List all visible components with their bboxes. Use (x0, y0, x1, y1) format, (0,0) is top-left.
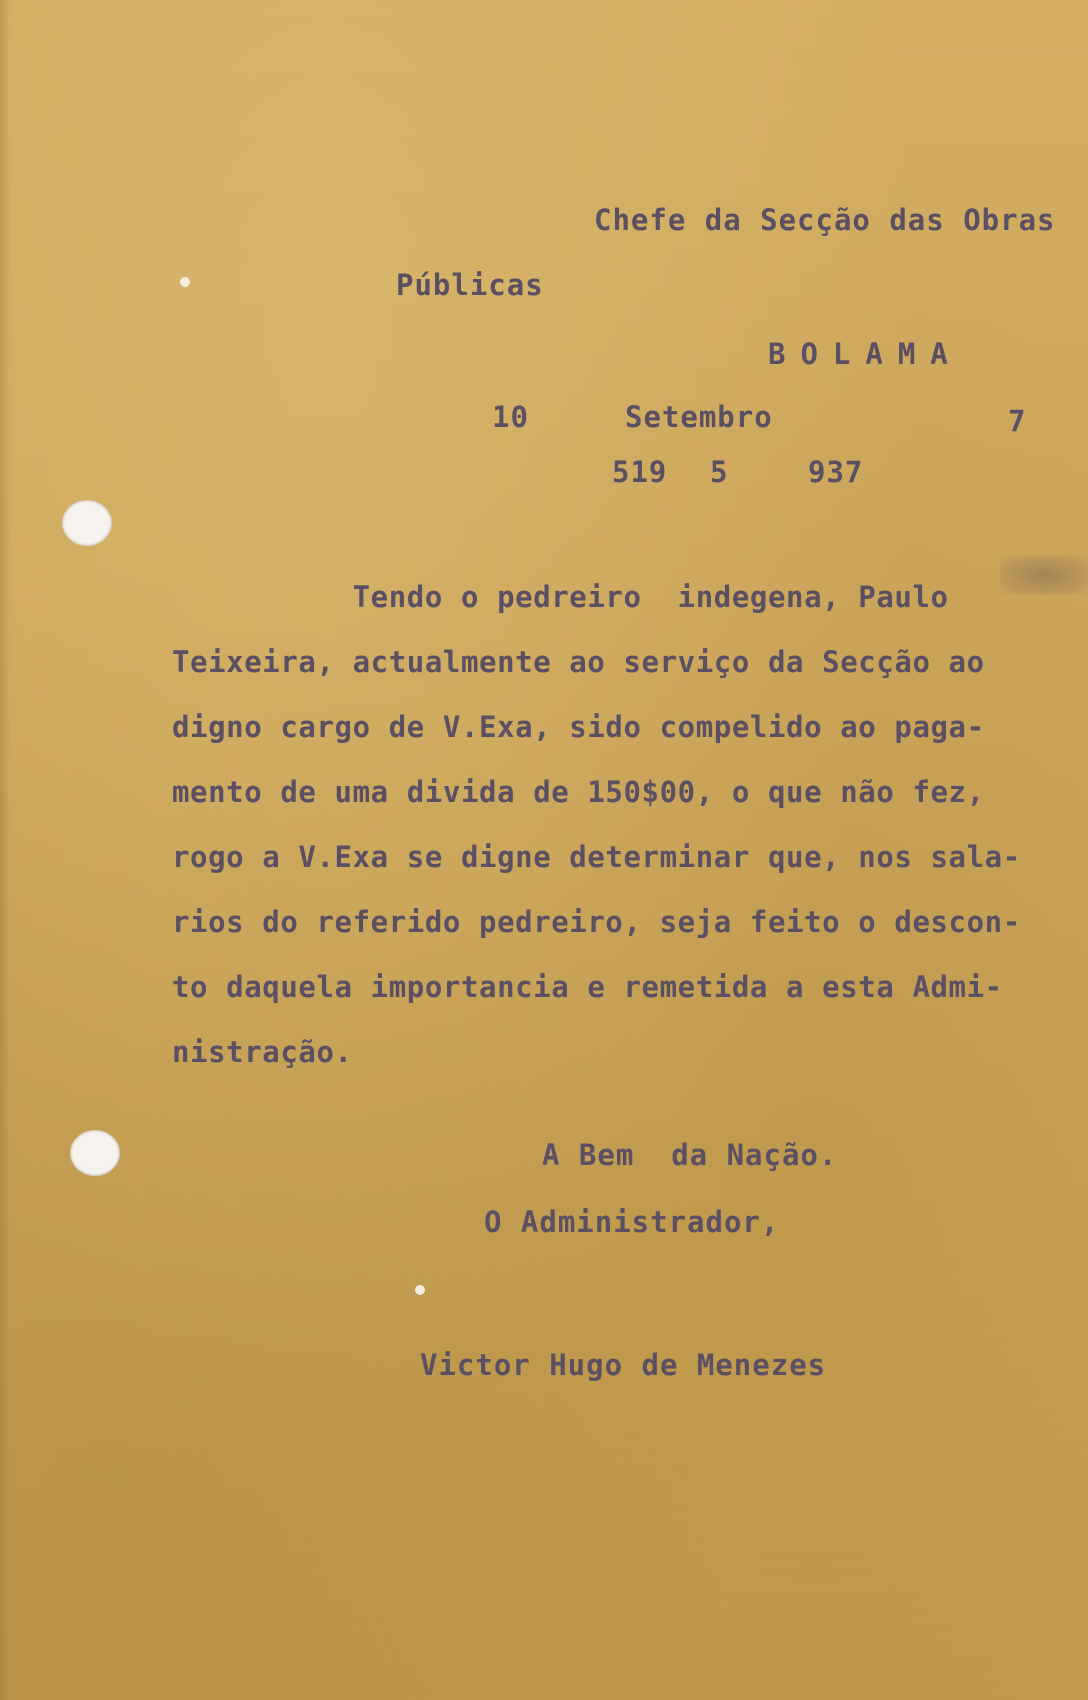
body-line: rios do referido pedreiro, seja feito o descon- (172, 905, 1021, 939)
date-day: 10 (492, 400, 529, 434)
body-line: rogo a V.Exa se digne determinar que, nos sala- (172, 840, 1021, 874)
body-line: mento de uma divida de 150$00, o que não fez, (172, 775, 985, 809)
signatory-role: O Administrador, (484, 1205, 780, 1239)
addressee-line-1: Chefe da Secção das Obras (594, 203, 1056, 237)
city: BOLAMA (768, 337, 963, 371)
body-line: nistração. (172, 1035, 353, 1069)
letter-body (172, 565, 1088, 1085)
punch-hole (62, 500, 112, 546)
paper-speck (180, 277, 190, 287)
reference-number: 519 (612, 455, 668, 489)
body-line: Tendo o pedreiro indegena, Paulo (172, 580, 949, 614)
body-line: digno cargo de V.Exa, sido compelido ao paga- (172, 710, 985, 744)
paper-edge (0, 0, 10, 1700)
body-line: Teixeira, actualmente ao serviço da Secção ao (172, 645, 985, 679)
addressee-line-2: Públicas (396, 268, 544, 302)
signatory-name: Victor Hugo de Menezes (420, 1348, 827, 1382)
reference-sub: 5 (710, 455, 729, 489)
closing-salutation: A Bem da Nação. (542, 1138, 838, 1172)
punch-hole (70, 1130, 120, 1176)
date-year-digit: 7 (1008, 404, 1027, 438)
date-month: Setembro (625, 400, 773, 434)
reference-year: 937 (808, 455, 864, 489)
paper-speck (415, 1285, 425, 1295)
body-line: to daquela importancia e remetida a esta Admi- (172, 970, 1003, 1004)
